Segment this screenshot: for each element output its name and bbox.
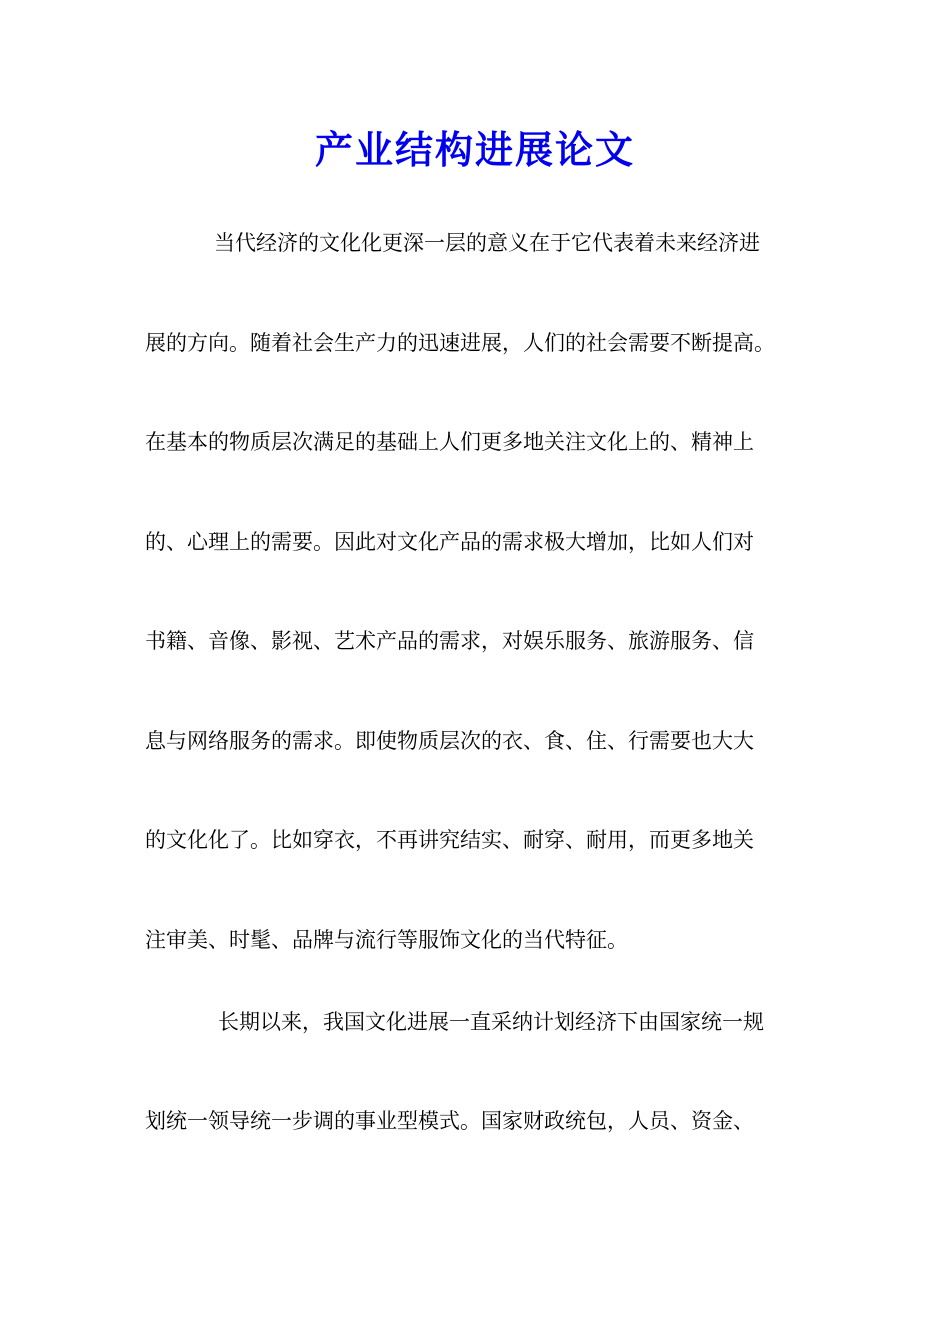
paragraph-2-line-1: 长期以来，我国文化进展一直采纳计划经济下由国家统一规 [218,1010,764,1034]
document-title: 产业结构进展论文 [314,128,635,172]
paragraph-1-line-6: 息与网络服务的需求。即使物质层次的衣、食、住、行需要也大大 [145,729,754,753]
paragraph-2-line-2: 划统一领导统一步调的事业型模式。国家财政统包，人员、资金、 [145,1109,754,1133]
paragraph-1-line-8: 注审美、时髦、品牌与流行等服饰文化的当代特征。 [145,928,628,952]
paragraph-1-line-1: 当代经济的文化化更深一层的意义在于它代表着未来经济进 [214,231,760,255]
paragraph-1-line-2: 展的方向。随着社会生产力的迅速进展，人们的社会需要不断提高。 [145,331,775,355]
paragraph-1-line-3: 在基本的物质层次满足的基础上人们更多地关注文化上的、精神上 [145,430,754,454]
paragraph-1-line-5: 书籍、音像、影视、艺术产品的需求，对娱乐服务、旅游服务、信 [145,629,754,653]
paragraph-1-line-7: 的文化化了。比如穿衣，不再讲究结实、耐穿、耐用，而更多地关 [145,828,754,852]
paragraph-1-line-4: 的、心理上的需要。因此对文化产品的需求极大增加，比如人们对 [145,530,754,554]
